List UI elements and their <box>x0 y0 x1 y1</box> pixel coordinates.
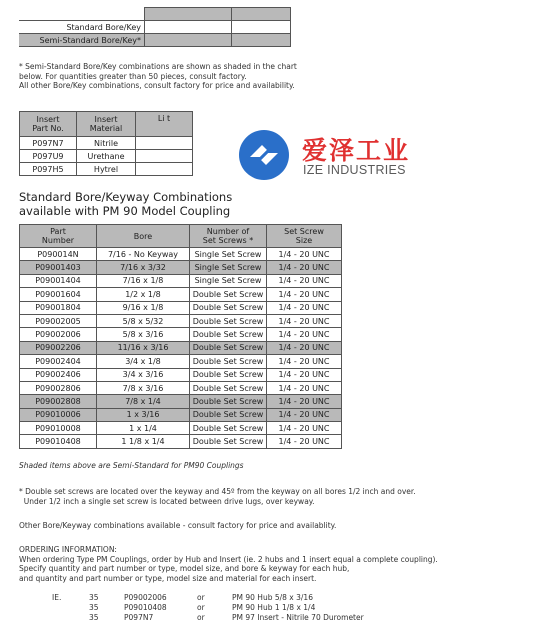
table-row <box>20 248 342 261</box>
ordering-examples <box>52 593 472 625</box>
set-screws-cell: Double Set Screw <box>190 368 267 381</box>
bore-cell: 7/8 x 1/4 <box>97 395 190 408</box>
logo-english-text: IZE INDUSTRIES <box>303 163 406 177</box>
insert-table <box>19 111 193 176</box>
bore-cell: 7/16 x 3/32 <box>97 261 190 274</box>
set-screws-cell: Double Set Screw <box>190 328 267 341</box>
table-row <box>20 408 342 421</box>
example-qty: 35 <box>89 613 99 622</box>
part-number-cell: P09001403 <box>20 261 97 274</box>
screw-size-cell: 1/4 - 20 UNC <box>267 381 342 394</box>
legend-label: Semi-Standard Bore/Key* <box>19 34 145 47</box>
screw-size-cell: 1/4 - 20 UNC <box>267 288 342 301</box>
part-number-cell: P09002006 <box>20 328 97 341</box>
table-row <box>20 261 342 274</box>
set-screws-cell: Single Set Screw <box>190 274 267 287</box>
example-qty: 35 <box>89 593 99 602</box>
example-part: P097N7 <box>124 613 154 622</box>
screw-size-cell: 1/4 - 20 UNC <box>267 248 342 261</box>
screw-size-cell: 1/4 - 20 UNC <box>267 341 342 354</box>
bore-table-body <box>20 248 342 449</box>
part-number-cell: P09001604 <box>20 288 97 301</box>
set-screws-cell: Double Set Screw <box>190 422 267 435</box>
table-row <box>20 435 342 448</box>
set-screw-footnote: * Double set screws are located over the keyway and 45º from the keyway on all bores 1/2 inch and over. Under 1/2 inch a single set screw is located between drive lugs, over keyway. <box>19 487 416 506</box>
example-or: or <box>197 603 205 612</box>
table-row <box>20 395 342 408</box>
example-desc: PM 90 Hub 1 1/8 x 1/4 <box>232 603 316 612</box>
company-logo <box>236 125 446 185</box>
table-row <box>20 274 342 287</box>
bore-cell: 5/8 x 3/16 <box>97 328 190 341</box>
set-screws-cell: Single Set Screw <box>190 248 267 261</box>
set-screws-cell: Double Set Screw <box>190 288 267 301</box>
bore-cell: 9/16 x 1/8 <box>97 301 190 314</box>
screw-size-cell: 1/4 - 20 UNC <box>267 368 342 381</box>
set-screws-cell: Single Set Screw <box>190 261 267 274</box>
example-desc: PM 90 Hub 5/8 x 3/16 <box>232 593 313 602</box>
bore-table-header: Part Number Bore Number of Set Screws * Set Screw Size <box>20 225 342 248</box>
part-number-cell: P09001804 <box>20 301 97 314</box>
set-screws-cell: Double Set Screw <box>190 408 267 421</box>
example-or: or <box>197 613 205 622</box>
set-screws-cell: Double Set Screw <box>190 435 267 448</box>
bore-cell: 7/16 - No Keyway <box>97 248 190 261</box>
bore-cell: 3/4 x 3/16 <box>97 368 190 381</box>
part-number-cell: P09002406 <box>20 368 97 381</box>
bore-cell: 1 x 3/16 <box>97 408 190 421</box>
table-row <box>20 288 342 301</box>
table-row <box>20 368 342 381</box>
insert-table-header: Insert Part No. Insert Material Li t <box>20 112 193 137</box>
table-row <box>20 314 342 327</box>
part-number-cell: P09010008 <box>20 422 97 435</box>
bore-keyway-table <box>19 224 342 449</box>
bore-cell: 3/4 x 1/8 <box>97 355 190 368</box>
part-number-cell: P09010408 <box>20 435 97 448</box>
logo-chinese-text: 爱泽工业 <box>302 136 411 165</box>
screw-size-cell: 1/4 - 20 UNC <box>267 274 342 287</box>
table-row: P097H5 Hytrel <box>20 163 193 176</box>
screw-size-cell: 1/4 - 20 UNC <box>267 408 342 421</box>
example-prefix: IE. <box>52 593 62 602</box>
example-part: P09002006 <box>124 593 167 602</box>
table-row <box>20 422 342 435</box>
screw-size-cell: 1/4 - 20 UNC <box>267 314 342 327</box>
ize-logo-icon <box>236 127 292 183</box>
legend-shade-row <box>19 8 291 21</box>
screw-size-cell: 1/4 - 20 UNC <box>267 328 342 341</box>
set-screws-cell: Double Set Screw <box>190 341 267 354</box>
table-row <box>20 301 342 314</box>
table-row <box>20 328 342 341</box>
table-caption: Shaded items above are Semi-Standard for PM90 Couplings <box>19 461 244 470</box>
bore-cell: 5/8 x 5/32 <box>97 314 190 327</box>
screw-size-cell: 1/4 - 20 UNC <box>267 261 342 274</box>
bore-cell: 1/2 x 1/8 <box>97 288 190 301</box>
table-row: P097N7 Nitrile <box>20 137 193 150</box>
bore-cell: 7/16 x 1/8 <box>97 274 190 287</box>
part-number-cell: P09002404 <box>20 355 97 368</box>
part-number-cell: P09002206 <box>20 341 97 354</box>
legend-row-semi-standard <box>19 34 291 47</box>
screw-size-cell: 1/4 - 20 UNC <box>267 422 342 435</box>
part-number-cell: P09002005 <box>20 314 97 327</box>
part-number-cell: P09001404 <box>20 274 97 287</box>
example-part: P09010408 <box>124 603 167 612</box>
legend-label: Standard Bore/Key <box>19 21 145 34</box>
part-number-cell: P09002806 <box>20 381 97 394</box>
screw-size-cell: 1/4 - 20 UNC <box>267 301 342 314</box>
table-row <box>20 341 342 354</box>
legend-note: * Semi-Standard Bore/Key combinations are shown as shaded in the chart below. For quantities greater than 50 pieces, consult factory. All other Bore/Key combinations, consult factory for price and availability. <box>19 62 297 90</box>
part-number-cell: P09002808 <box>20 395 97 408</box>
set-screws-cell: Double Set Screw <box>190 301 267 314</box>
table-row: P097U9 Urethane <box>20 150 193 163</box>
ordering-info: ORDERING INFORMATION: When ordering Type PM Couplings, order by Hub and Insert (ie. 2 hubs and 1 insert equal a complete coupling). Specify quantity and part number or type, model size, and bore & keyway for each hub, and quantity and part number or type, model size and material for each insert. <box>19 545 438 583</box>
legend-row-standard <box>19 21 291 34</box>
bore-cell: 7/8 x 3/16 <box>97 381 190 394</box>
set-screws-cell: Double Set Screw <box>190 395 267 408</box>
part-number-cell: P09010006 <box>20 408 97 421</box>
screw-size-cell: 1/4 - 20 UNC <box>267 355 342 368</box>
table-row <box>20 355 342 368</box>
part-number-cell: P090014N <box>20 248 97 261</box>
table-row <box>20 381 342 394</box>
bore-cell: 11/16 x 3/16 <box>97 341 190 354</box>
screw-size-cell: 1/4 - 20 UNC <box>267 435 342 448</box>
availability-note: Other Bore/Keyway combinations available - consult factory for price and availablity. <box>19 521 337 530</box>
ordering-heading: ORDERING INFORMATION: <box>19 545 117 554</box>
example-or: or <box>197 593 205 602</box>
set-screws-cell: Double Set Screw <box>190 314 267 327</box>
set-screws-cell: Double Set Screw <box>190 355 267 368</box>
bore-cell: 1 1/8 x 1/4 <box>97 435 190 448</box>
shading-legend-table <box>19 7 291 47</box>
example-desc: PM 97 Insert - Nitrile 70 Durometer <box>232 613 364 622</box>
set-screws-cell: Double Set Screw <box>190 381 267 394</box>
example-qty: 35 <box>89 603 99 612</box>
section-title: Standard Bore/Keyway Combinations available with PM 90 Model Coupling <box>19 190 233 218</box>
bore-cell: 1 x 1/4 <box>97 422 190 435</box>
screw-size-cell: 1/4 - 20 UNC <box>267 395 342 408</box>
